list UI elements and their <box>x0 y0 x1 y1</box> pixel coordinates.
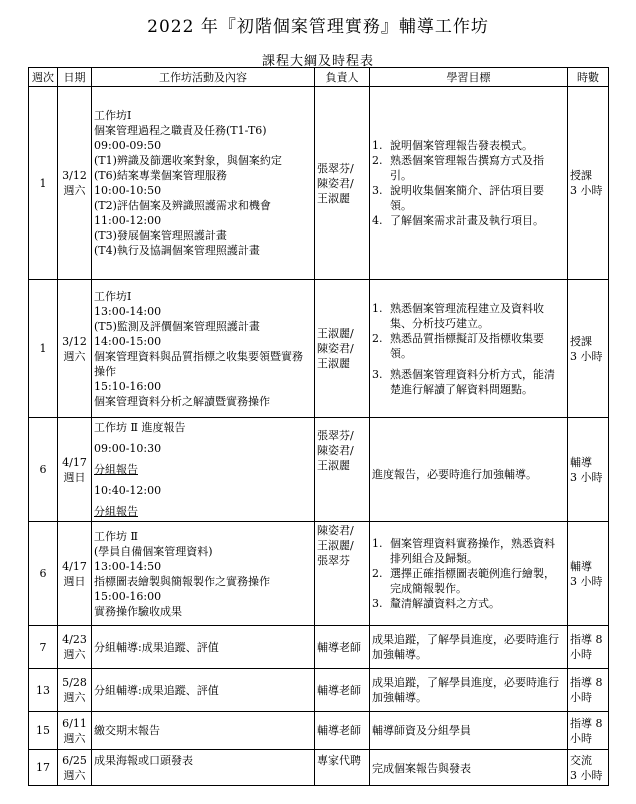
session-cell: 7 <box>29 626 58 669</box>
hours-cell: 指導 8 小時 <box>568 669 609 712</box>
activity-line: 10:00-10:50 <box>94 184 162 197</box>
date-cell <box>58 626 92 669</box>
date-value: 4/17 <box>62 455 87 469</box>
weekday-value: 週六 <box>63 184 86 197</box>
activity-cell <box>92 280 315 418</box>
activity-line: 13:00-14:50 <box>94 559 162 573</box>
date-value: 3/12 <box>62 169 87 182</box>
date-cell <box>58 280 92 418</box>
date-value: 5/28 <box>62 676 87 689</box>
activity-line: 09:00-10:30 <box>94 442 162 455</box>
goal-item: 3. 熟悉個案管理資料分析方式，能清楚進行解讀了解資料問題點。 <box>372 367 555 396</box>
header-session: 週次 <box>29 68 58 87</box>
goal-item: 2. 熟悉品質指標擬訂及指標收集要領。 <box>372 331 544 360</box>
hours-cell: 授課 3 小時 <box>568 280 609 418</box>
hours-cell: 輔導 3 小時 <box>568 522 609 626</box>
owner-cell: 專家代聘 <box>315 750 370 786</box>
owner-name: 王淑麗 <box>317 191 350 205</box>
activity-line: (T6)結案專業個案管理服務 <box>94 169 227 182</box>
owner-name: 陳姿君/ <box>317 176 354 190</box>
session-cell: 1 <box>29 280 58 418</box>
owner-cell <box>315 87 370 280</box>
date-value: 3/12 <box>62 334 87 348</box>
goals-list <box>372 138 565 228</box>
session-cell: 6 <box>29 522 58 626</box>
session-cell: 13 <box>29 669 58 712</box>
goal-item: 2. 熟悉個案管理報告撰寫方式及指引。 <box>372 154 544 182</box>
weekday-value: 週六 <box>63 691 86 704</box>
date-cell <box>58 418 92 522</box>
goals-list <box>372 301 565 397</box>
goals-cell: 完成個案報告與發表 <box>370 750 568 786</box>
table-row <box>29 418 609 522</box>
date-cell <box>58 712 92 750</box>
session-cell: 17 <box>29 750 58 786</box>
activity-line: 分組報告 <box>94 505 138 518</box>
table-row <box>29 750 609 786</box>
activity-line: 工作坊 Ⅱ <box>94 529 138 543</box>
activity-line: 11:00-12:00 <box>94 214 162 227</box>
goal-item: 1. 說明個案管理報告發表模式。 <box>372 139 533 152</box>
owner-cell <box>315 280 370 418</box>
activity-line: (T4)執行及協調個案管理照護計畫 <box>94 244 260 257</box>
activity-cell <box>92 418 315 522</box>
owner-name: 王淑麗/ <box>317 327 354 340</box>
header-owner: 負責人 <box>315 68 370 87</box>
weekday-value: 週日 <box>63 470 86 484</box>
owner-cell: 輔導老師 <box>315 669 370 712</box>
goal-item: 3. 釐清解讀資料之方式。 <box>372 597 500 610</box>
weekday-value: 週日 <box>63 574 86 588</box>
activity-line: (T2)評估個案及辨識照護需求和機會 <box>94 199 271 212</box>
activity-line: 實務操作驗收成果 <box>94 604 182 618</box>
table-header-row <box>29 68 609 87</box>
activity-line: 15:10-16:00 <box>94 379 162 393</box>
goal-item: 1. 個案管理資料實務操作，熟悉資料排列組合及歸類。 <box>372 537 555 565</box>
goal-item: 1. 熟悉個案管理流程建立及資料收集、分析技巧建立。 <box>372 301 544 330</box>
goal-item: 4. 了解個案需求計畫及執行項目。 <box>372 214 544 227</box>
activity-line: 15:00-16:00 <box>94 589 162 603</box>
weekday-value: 週六 <box>63 349 86 363</box>
date-value: 6/11 <box>62 716 87 730</box>
activity-line: 個案管理過程之職責及任務(T1-T6) <box>94 124 267 137</box>
activity-line: 工作坊Ⅰ <box>94 289 132 303</box>
date-value: 4/23 <box>62 633 87 646</box>
schedule-table <box>28 67 609 786</box>
date-value: 6/25 <box>62 753 87 767</box>
header-activity: 工作坊活動及內容 <box>92 68 315 87</box>
owner-name: 王淑麗 <box>317 459 350 472</box>
activity-line: (T3)發展個案管理照護計畫 <box>94 229 227 242</box>
activity-cell: 分組輔導:成果追蹤、評值 <box>92 669 315 712</box>
activity-line: 個案管理資料與品質指標之收集要領暨實務操作 <box>94 349 303 378</box>
session-cell: 15 <box>29 712 58 750</box>
hours-cell: 授課 3 小時 <box>568 87 609 280</box>
owner-name: 張翠芬/ <box>317 161 354 175</box>
owner-name: 陳姿君/ <box>317 524 354 537</box>
goal-text: 進度報告，必要時進行加強輔導。 <box>372 467 537 481</box>
hours-cell: 輔導 3 小時 <box>568 418 609 522</box>
goals-list <box>372 536 565 611</box>
date-cell <box>58 669 92 712</box>
owner-name: 陳姿君/ <box>317 444 354 457</box>
activity-line: 09:00-09:50 <box>94 139 162 152</box>
goals-cell <box>370 522 568 626</box>
table-row <box>29 87 609 280</box>
activity-cell: 分組輔導:成果追蹤、評值 <box>92 626 315 669</box>
document-subtitle: 課程大綱及時程表 <box>261 54 374 69</box>
activity-line: 工作坊Ⅰ <box>94 109 132 122</box>
weekday-value: 週六 <box>63 648 86 661</box>
owner-name: 王淑麗 <box>317 357 350 370</box>
header-date: 日期 <box>58 68 92 87</box>
activity-cell <box>92 87 315 280</box>
session-cell: 6 <box>29 418 58 522</box>
owner-name: 張翠芬/ <box>317 429 354 442</box>
activity-line: 14:00-15:00 <box>94 334 162 348</box>
date-cell <box>58 87 92 280</box>
goals-cell <box>370 280 568 418</box>
table-row <box>29 669 609 712</box>
date-value: 4/17 <box>62 559 87 573</box>
hours-cell: 指導 8 小時 <box>568 626 609 669</box>
hours-cell: 交流 3 小時 <box>568 750 609 786</box>
goals-cell <box>370 418 568 522</box>
goals-cell: 輔導師資及分組學員 <box>370 712 568 750</box>
activity-line: 13:00-14:00 <box>94 304 162 318</box>
owner-name: 王淑麗/ <box>317 539 354 552</box>
goals-cell <box>370 87 568 280</box>
activity-cell: 繳交期末報告 <box>92 712 315 750</box>
goals-cell: 成果追蹤，了解學員進度，必要時進行加強輔導。 <box>370 669 568 712</box>
session-cell: 1 <box>29 87 58 280</box>
date-cell <box>58 750 92 786</box>
document-title: 2022 年『初階個案管理實務』輔導工作坊 <box>147 17 489 37</box>
goals-cell: 成果追蹤，了解學員進度，必要時進行加強輔導。 <box>370 626 568 669</box>
activity-cell <box>92 522 315 626</box>
activity-cell: 成果海報或口頭發表 <box>92 750 315 786</box>
weekday-value: 週六 <box>63 731 86 745</box>
activity-line: (學員自備個案管理資料) <box>94 544 213 558</box>
table-row <box>29 626 609 669</box>
table-row <box>29 712 609 750</box>
activity-line: 指標圖表繪製與簡報製作之實務操作 <box>94 574 270 588</box>
hours-cell: 指導 8 小時 <box>568 712 609 750</box>
header-hours: 時數 <box>568 68 609 87</box>
table-row <box>29 280 609 418</box>
activity-line: 工作坊 Ⅱ 進度報告 <box>94 421 186 434</box>
owner-cell: 輔導老師 <box>315 626 370 669</box>
goal-item: 3. 說明收集個案簡介、評估項目要領。 <box>372 184 544 212</box>
table-row <box>29 522 609 626</box>
owner-name: 張翠芬 <box>317 554 350 567</box>
owner-cell <box>315 418 370 522</box>
goal-item: 2. 選擇正確指標圖表範例進行繪製，完成簡報製作。 <box>372 567 555 595</box>
activity-line: 個案管理資料分析之解讀暨實務操作 <box>94 394 270 408</box>
activity-line: (T1)辨識及篩選收案對象，與個案約定 <box>94 154 282 167</box>
activity-line: 10:40-12:00 <box>94 484 162 497</box>
activity-line: 分組報告 <box>94 463 138 476</box>
weekday-value: 週六 <box>63 768 86 782</box>
activity-line: (T5)監測及評價個案管理照護計畫 <box>94 319 260 333</box>
header-goals: 學習目標 <box>370 68 568 87</box>
date-cell <box>58 522 92 626</box>
owner-cell: 輔導老師 <box>315 712 370 750</box>
owner-cell <box>315 522 370 626</box>
owner-name: 陳姿君/ <box>317 342 354 355</box>
